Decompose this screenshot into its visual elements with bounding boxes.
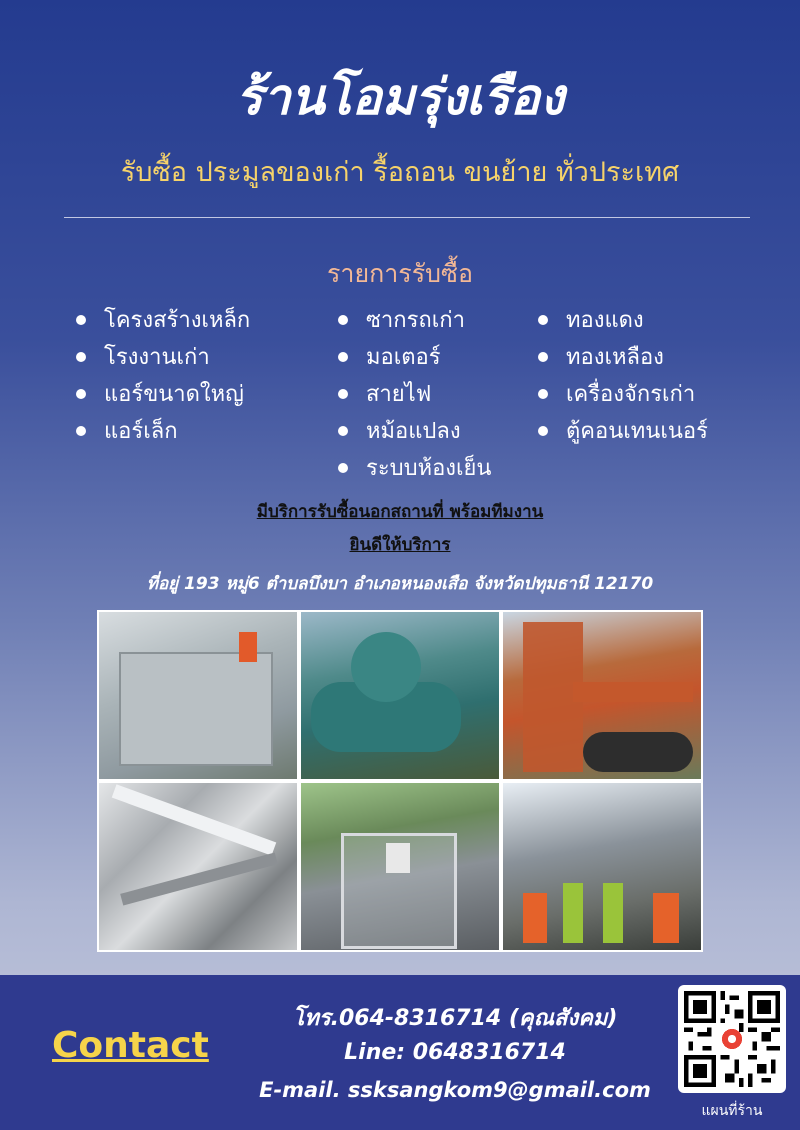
- photo-steel-structure: [503, 612, 701, 779]
- list-item: โรงงานเก่า: [76, 339, 250, 376]
- qr-code[interactable]: [678, 985, 786, 1093]
- purchase-list-column-3: [538, 302, 708, 450]
- photo-grid: [97, 610, 703, 952]
- bullet-icon: [338, 315, 348, 325]
- bullet-icon: [76, 426, 86, 436]
- list-item: เครื่องจักรเก่า: [538, 376, 708, 413]
- bullet-icon: [538, 352, 548, 362]
- purchase-list-heading: รายการรับซื้อ: [327, 259, 473, 288]
- photo-scrap-metal: [99, 783, 297, 950]
- photo-transformer: [99, 612, 297, 779]
- photo-stainless-cages: [301, 783, 499, 950]
- page-subtitle: รับซื้อ ประมูลของเก่า รื้อถอน ขนย้าย ทั่วประเทศ: [120, 157, 680, 188]
- bullet-icon: [338, 426, 348, 436]
- bullet-icon: [338, 352, 348, 362]
- list-item: โครงสร้างเหล็ก: [76, 302, 250, 339]
- list-item: ทองแดง: [538, 302, 708, 339]
- bullet-icon: [538, 389, 548, 399]
- list-item: ซากรถเก่า: [338, 302, 491, 339]
- bullet-icon: [76, 315, 86, 325]
- address: ที่อยู่ 193 หมู่6 ตำบลบึงบา อำเภอหนองเสือ จังหวัดปทุมธานี 12170: [146, 574, 654, 594]
- bullet-icon: [538, 315, 548, 325]
- list-item: แอร์เล็ก: [76, 413, 250, 450]
- bullet-icon: [76, 389, 86, 399]
- email-address[interactable]: E-mail. ssksangkom9@gmail.com: [259, 1078, 651, 1102]
- purchase-list-column-2: [338, 302, 491, 487]
- qr-label: แผนที่ร้าน: [701, 1103, 763, 1119]
- bullet-icon: [338, 463, 348, 473]
- list-item: หม้อแปลง: [338, 413, 491, 450]
- service-note-line-2: ยินดีให้บริการ: [349, 535, 451, 555]
- bullet-icon: [538, 426, 548, 436]
- page-title: ร้านโอมรุ่งเรือง: [235, 68, 565, 126]
- bullet-icon: [338, 389, 348, 399]
- contact-label: Contact: [52, 1025, 209, 1066]
- list-item: ทองเหลือง: [538, 339, 708, 376]
- photo-chiller: [301, 612, 499, 779]
- list-item: ระบบห้องเย็น: [338, 450, 491, 487]
- line-id[interactable]: Line: 0648316714: [344, 1040, 566, 1065]
- purchase-list-column-1: [76, 302, 250, 450]
- list-item: มอเตอร์: [338, 339, 491, 376]
- divider: [64, 217, 750, 218]
- service-note-line-1: มีบริการรับซื้อนอกสถานที่ พร้อมทีมงาน: [256, 502, 544, 522]
- list-item: สายไฟ: [338, 376, 491, 413]
- qr-code-icon: [684, 991, 780, 1087]
- bullet-icon: [76, 352, 86, 362]
- list-item: ตู้คอนเทนเนอร์: [538, 413, 708, 450]
- phone-number[interactable]: โทร.064-8316714 (คุณสังคม): [292, 1006, 618, 1031]
- photo-team: [503, 783, 701, 950]
- list-item: แอร์ขนาดใหญ่: [76, 376, 250, 413]
